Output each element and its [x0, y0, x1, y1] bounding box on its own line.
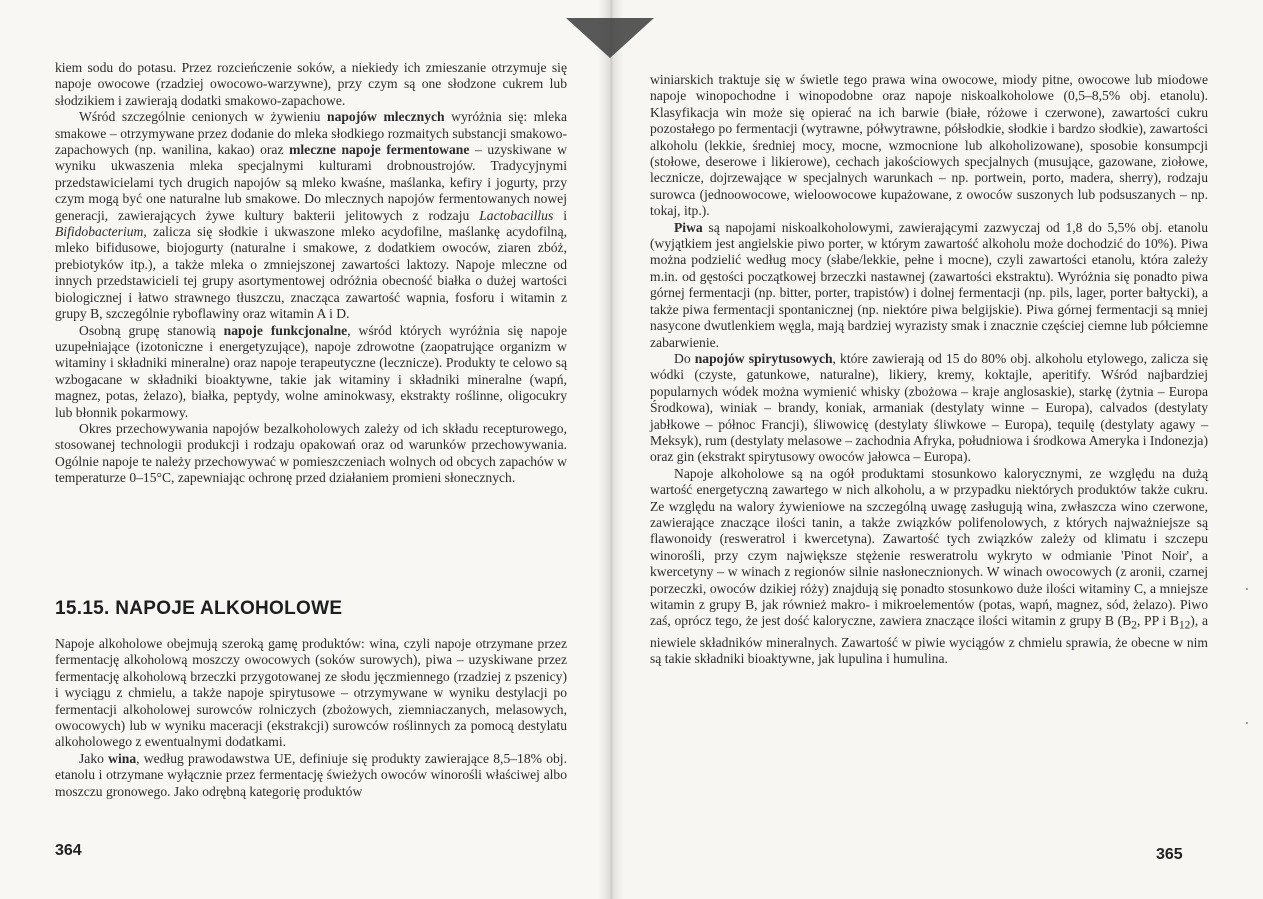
- text-run: – uzyskiwane w wyniku ukwaszenia mleka specjalnymi kulturami drobnoustrojów. Tradycyjnymi przedstawicielami tych drugich napojów są mleko kwaśne, maślanka, kefiry i jogurty, przy czym mogą być one naturalne lub smakowe. Do mlecznych napojów fermentowanych nowej generacji, zawierających żywe kultury bakterii jelitowych z rodzaju: [55, 142, 567, 223]
- text-run: ), a niewiele składników mineralnych. Zawartość w piwie wyciągów z chmielu sprawia, że obecne w nim są takie składniki bioaktywne, jak lupulina i humulina.: [650, 613, 1208, 666]
- paragraph: [55, 60, 567, 109]
- bold-term: napoje funkcjonalne: [223, 322, 348, 338]
- bold-term: mleczne napoje fermentowane: [289, 142, 470, 158]
- paragraph: [650, 466, 1208, 668]
- text-run: i: [553, 207, 567, 223]
- text-run: , PP i B: [1136, 613, 1179, 629]
- bold-term: Piwa: [674, 219, 703, 235]
- bold-term: napojów mlecznych: [327, 109, 445, 125]
- scan-speck: [1246, 722, 1248, 724]
- page-number: 365: [1156, 846, 1183, 863]
- paragraph: [55, 323, 567, 421]
- italic-term: Bifidobacterium: [55, 224, 144, 240]
- bold-term: napojów spirytusowych: [694, 350, 833, 366]
- text-run: , które zawierają od 15 do 80% obj. alkoholu etylowego, zalicza się wódki (czyste, gatunkowe, naturalne), likiery, kremy, koktajle, aperitify. Wśród najbardziej popularnych wódek można wymienić whisky (zbożowa – kraje anglosaskie), starkę (żytnia – Europa Środkowa), winiak – brandy, koniak, armaniak (destylaty winne – Europa), calvados (destylaty jabłkowe – północ Francji), śliwowicę (destylaty śliwkowe – Europa), tequilę (destylaty agawy – Meksyk), rum (destylaty melasowe – zachodnia Afryka, południowa i środkowa Ameryka i Indonezja) oraz gin (ekstrakt spirytusowy owoców jałowca – Europa).: [650, 350, 1209, 465]
- binding-notch: [566, 18, 654, 58]
- paragraph: [55, 751, 567, 800]
- text-run: Osobną grupę stanowią: [79, 322, 224, 338]
- paragraph: Okres przechowywania napojów bezalkoholowych zależy od ich składu recepturowego, stosowanej technologii produkcji i rodzaju opakowań oraz od warunków przechowywania. Ogólnie napoje te należy przechowywać w pomieszczeniach wolnych od obcych zapachów w temperaturze 0–15°C, zapewniając ochronę przed działaniem promieni słonecznych.: [55, 420, 567, 486]
- left-page: [0, 0, 610, 899]
- text-run: Wśród szczególnie cenionych w żywieniu: [79, 109, 328, 125]
- text-run: wyróżnia się: mleka smakowe – otrzymywane przez dodanie do mleka słodkiego rozmaitych substancji smakowo-zapachowych (np. wanilina, kakao) oraz: [55, 109, 567, 158]
- section-heading: 15.15. NAPOJE ALKOHOLOWE: [55, 598, 343, 619]
- page-number: 364: [55, 842, 82, 859]
- text-run: , według prawodawstwa UE, definiuje się produkty zawierające 8,5–18% obj. etanolu i otrzymane wyłącznie przez fermentację świeżych owoców winorośli właściwej albo moszczu gronowego. Jako odrębną kategorię produktów: [55, 750, 567, 799]
- paragraph: Napoje alkoholowe obejmują szeroką gamę produktów: wina, czyli napoje otrzymane przez fermentację alkoholową moszczy owocowych (soków surowych), piwa – uzyskiwane przez fermentację alkoholową brzeczki przygotowanej ze słodu jęczmiennego (rzadziej z pszenicy) i wyciągu z chmielu, a także napoje spirytusowe – otrzymywane w wyniku destylacji po fermentacji alkoholowej surowców rolniczych (zbożowych, ziemniaczanych, melasowych, owocowych) lub w wyniku maceracji (ekstrakcji) surowców roślinnych za pomocą destylatu alkoholowego z ewentualnymi dodatkami.: [55, 636, 567, 750]
- binding-gutter: [598, 0, 624, 899]
- paragraph: [55, 109, 567, 322]
- subscript: 2: [1131, 620, 1137, 633]
- bold-term: wina: [108, 750, 137, 766]
- italic-term: Lactobacillus: [479, 207, 554, 223]
- right-page: [610, 0, 1263, 899]
- text-run: Jako: [79, 750, 109, 766]
- subscript: 12: [1178, 620, 1191, 633]
- paragraph: [650, 351, 1208, 466]
- text-run: są napojami niskoalkoholowymi, zawierającymi zazwyczaj od 1,8 do 5,5% obj. etanolu (wyjątkiem jest angielskie piwo porter, w którym zawartość alkoholu może dochodzić do 10%). Piwa można podzielić według mocy (słabe/lekkie, pełne i mocne), czyli zawartości etanolu, która zależy m.in. od gęstości początkowej brzeczki nastawnej (zawartości ekstraktu). Wyróżnia się ponadto piwa górnej fermentacji (np. bitter, porter, trapistów) i dolnej fermentacji (np. pils, lager, porter bałtycki), a także piwa fermentacji spontanicznej (np. niektóre piwa belgijskie). Piwa górnej fermentacji są mniej nasycone dwutlenkiem węgla, mają bardziej wyrazisty smak i znacznie częściej ciemne lub półciemne zabarwienie.: [650, 219, 1208, 350]
- paragraph: [650, 220, 1208, 351]
- right-text-column: [650, 72, 1208, 667]
- text-line: otrzymuje się napoje owocowe (rzadziej owocowo-warzywne), przy czym są one: [55, 60, 567, 92]
- left-text-column: [55, 60, 567, 487]
- text-run: Do: [674, 350, 695, 366]
- paragraph: winiarskich traktuje się w świetle tego prawa wina owocowe, miody pitne, owocowe lub miodowe napoje winopochodne i winopodobne oraz napoje niskoalkoholowe (0,5–8,5% obj. etanolu). Klasyfikacja win może się opierać na ich barwie (białe, różowe i czerwone), zawartości cukru pozostałego po fermentacji (wytrawne, półwytrawne, półsłodkie, słodkie i bardzo słodkie), zawartości alkoholu (lekkie, średniej mocy, mocne, wzmocnione lub alkoholizowane), sposobie konsumpcji (stołowe, deserowe i likierowe), cechach jakościowych specjalnych (musujące, gazowane, ziołowe, lecznicze, dojrzewające w specjalnych warunkach – np. portwein, porto, madera, sherry), rodzaju surowca (jednoowocowe, wieloowocowe kupażowane, z owoców suszonych lub podsuszanych – np. tokaj, itp.).: [650, 72, 1208, 219]
- text-line: słodzone cukrem lub słodzikiem i zawierają dodatki smakowo-zapachowe.: [55, 76, 567, 108]
- scan-speck: [1246, 588, 1248, 590]
- left-text-column-lower: [55, 636, 567, 800]
- text-run: , zalicza się słodkie i ukwaszone mleko acydofilne, maślankę acydofilną, mleko bifidusowe, biojogurty (naturalne i smakowe, z dodatkiem owoców, ziaren zbóż, prebiotyków itp.), a także mleka o zmniejszonej zawartości laktozy. Napoje mleczne od innych przedstawicieli tej grupy asortymentowej odróżnia obecność białka o dużej wartości biologicznej i łatwo strawnego tłuszczu, znacząca zawartość wapnia, fosforu i witamin z grupy B, szczególnie ryboflawiny oraz witamin A i D.: [55, 224, 567, 322]
- text-run: Napoje alkoholowe są na ogół produktami stosunkowo kalorycznymi, ze względu na dużą wartość energetyczną zawartego w nich alkoholu, a w przypadku niektórych produktów także cukru. Ze względu na walory żywieniowe na szczególną uwagę zasługują wina, zwłaszcza wino czerwone, zawierające znaczące ilości tanin, a także związków polifenolowych, z których najważniejsze są flawonoidy (resweratrol i kwercetyna). Zawartość tych związków zależy od klimatu i szczepu winorośli, przy czym największe stężenie resweratrolu wykryto w odmianie 'Pinot Noir', a kwercetyny – w winach z regionów silnie nasłonecznionych. W winach owocowych (z aronii, czarnej porzeczki, owoców dzikiej róży) znajdują się ponadto stosunkowo duże ilości witaminy C, a mniejsze witamin z grupy B, jak również makro- i mikroelementów (potas, wapń, magnez, sód, żelazo). Piwo zaś, oprócz tego, że jest dość kaloryczne, zawiera znaczące ilości witamin z grupy B (B: [650, 465, 1208, 629]
- text-line: kiem sodu do potasu. Przez rozcieńczenie soków, a niekiedy ich zmieszanie: [55, 60, 487, 75]
- text-run: , wśród których wyróżnia się napoje uzupełniające (izotoniczne i energetyzujące), napoje zdrowotne (zaopatrujące organizm w witaminy i składniki mineralne) oraz napoje terapeutyczne (lecznicze). Produkty te celowo są wzbogacane w składniki bioaktywne, takie jak witaminy i składniki mineralne (wapń, magnez, potas, żelazo), białka, peptydy, wolne aminokwasy, ekstrakty roślinne, oligocukry lub błonnik pokarmowy.: [55, 322, 568, 420]
